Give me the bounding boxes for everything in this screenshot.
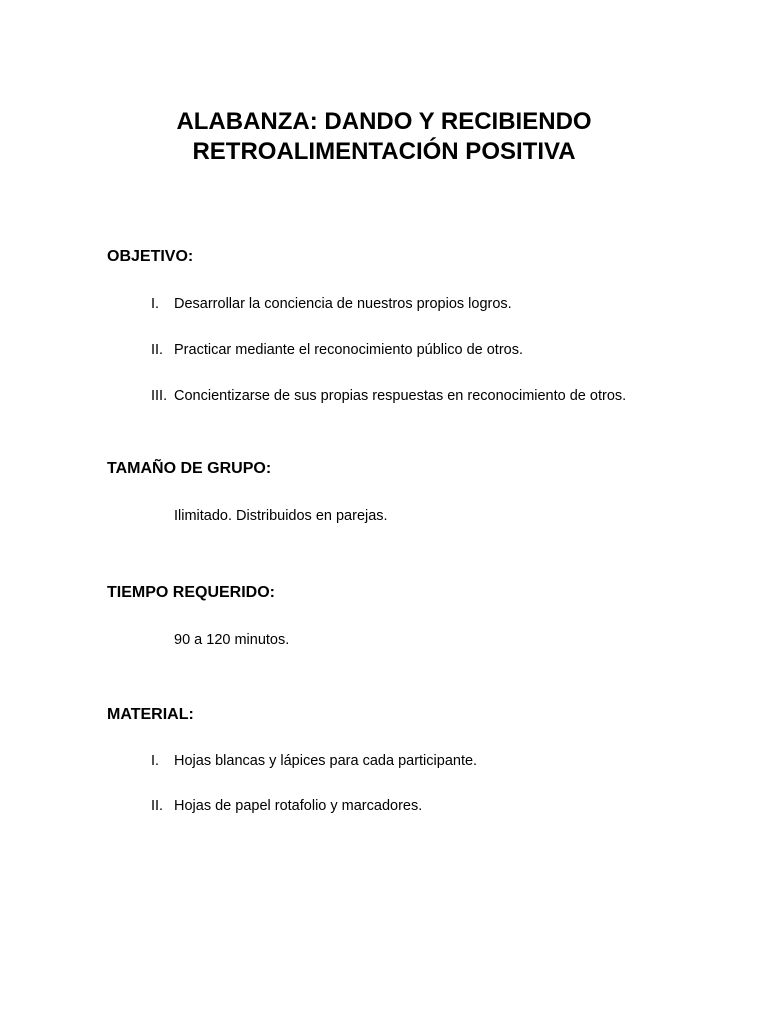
tiempo-text: 90 a 120 minutos. [174,632,290,648]
tamano-text: Ilimitado. Distribuidos en parejas. [174,508,388,524]
objetivo-item-3-number: III. [151,388,168,404]
material-item-2-number: II. [151,798,164,814]
objetivo-item-1-number: I. [151,296,160,312]
objetivo-item-1 [151,295,512,313]
objetivo-item-3-text: Concientizarse de sus propias respuestas en reconocimiento de otros. [174,388,627,404]
material-item-2 [151,797,422,815]
material-item-1-number: I. [151,753,160,769]
material-item-1-text: Hojas blancas y lápices para cada participante. [174,753,478,769]
document-title [0,107,768,167]
objetivo-item-1-text: Desarrollar la conciencia de nuestros propios logros. [174,296,512,312]
title-line-2: RETROALIMENTACIÓN POSITIVA [192,138,576,165]
tiempo-heading: TIEMPO REQUERIDO: [107,584,276,601]
tamano-heading: TAMAÑO DE GRUPO: [107,460,272,477]
objetivo-item-2-number: II. [151,342,164,358]
material-heading: MATERIAL: [107,706,194,723]
objetivo-item-2-text: Practicar mediante el reconocimiento público de otros. [174,342,523,358]
objetivo-item-3 [151,387,626,405]
material-item-1 [151,752,477,770]
material-item-2-text: Hojas de papel rotafolio y marcadores. [174,798,423,814]
title-line-1: ALABANZA: DANDO Y RECIBIENDO [176,108,592,135]
objetivo-item-2 [151,341,523,359]
objetivo-heading: OBJETIVO: [107,248,194,265]
